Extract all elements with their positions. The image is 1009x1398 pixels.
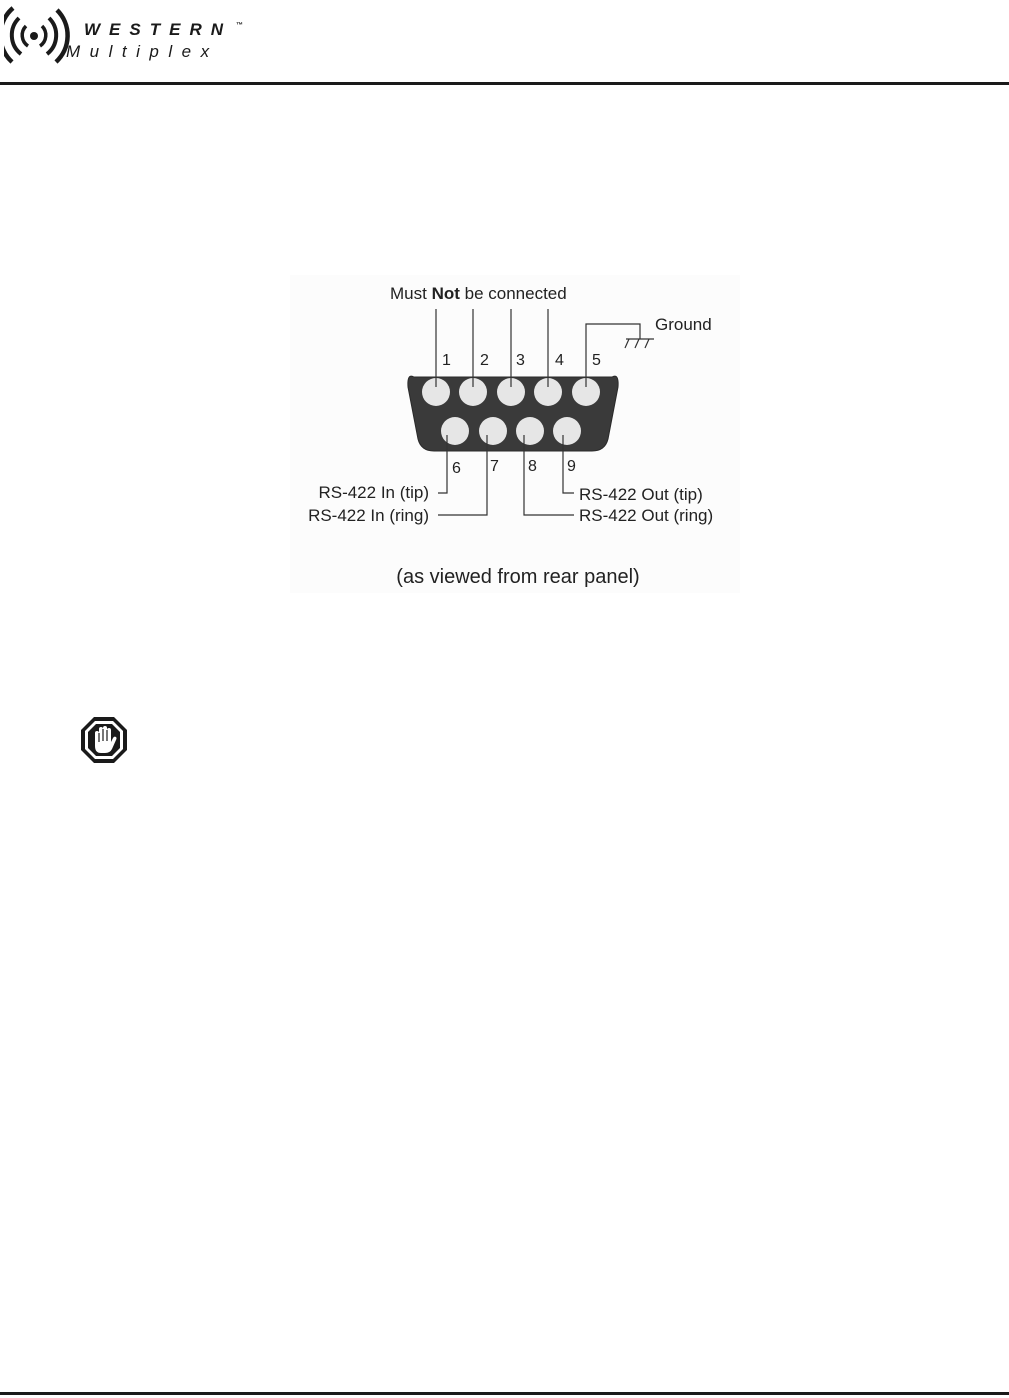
pin9-signal-label: RS-422 Out (tip): [579, 485, 703, 504]
pin-number-3: 3: [516, 352, 525, 369]
pin-8: [516, 417, 544, 445]
pin6-signal-label: RS-422 In (tip): [318, 483, 429, 502]
pin-number-9: 9: [567, 458, 576, 475]
db9-connector-diagram: [290, 275, 740, 593]
pin-number-1: 1: [442, 352, 451, 369]
must-not-connect-label: Must Not be connected: [390, 284, 567, 303]
header-divider: [0, 82, 1009, 85]
pin8-signal-label: RS-422 Out (ring): [579, 506, 714, 525]
logo-word-western: WESTERN: [84, 20, 232, 39]
pin-number-4: 4: [555, 352, 564, 369]
db9-pinout-figure: [290, 275, 740, 593]
ground-label: Ground: [655, 315, 712, 334]
logo-trademark: ™: [236, 22, 243, 29]
figure-caption: (as viewed from rear panel): [396, 566, 640, 588]
pin-number-5: 5: [592, 352, 601, 369]
western-multiplex-logo: [4, 0, 254, 68]
pin-number-2: 2: [480, 352, 489, 369]
logo-word-multiplex: Multiplex: [66, 42, 219, 61]
pin-7: [479, 417, 507, 445]
pin-number-8: 8: [528, 458, 537, 475]
pin-number-6: 6: [452, 460, 461, 477]
footer-divider: [0, 1392, 1009, 1395]
pin-number-7: 7: [490, 458, 499, 475]
pin7-signal-label: RS-422 In (ring): [308, 506, 429, 525]
pin-9: [553, 417, 581, 445]
pin-6: [441, 417, 469, 445]
stop-hand-icon: [80, 716, 128, 764]
radio-waves-logo-icon: [4, 0, 74, 68]
